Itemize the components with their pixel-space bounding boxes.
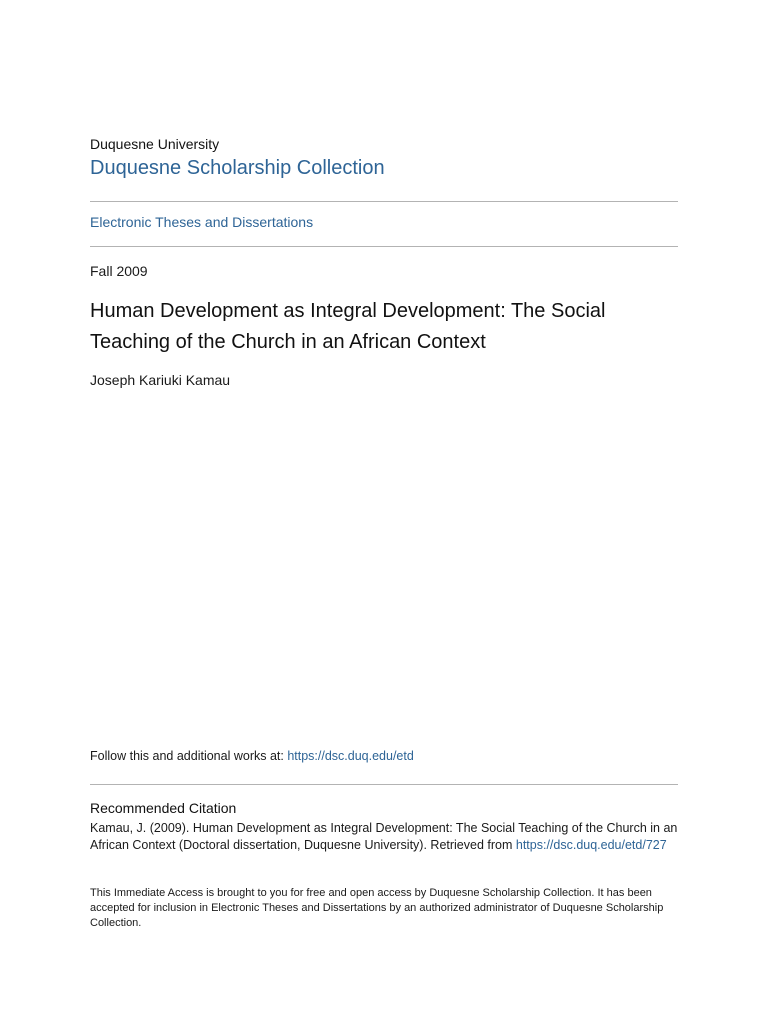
- author-name: Joseph Kariuki Kamau: [90, 372, 231, 388]
- series-name: [90, 214, 313, 230]
- publication-date: Fall 2009: [90, 263, 148, 279]
- divider: [90, 201, 678, 202]
- follow-link[interactable]: https://dsc.duq.edu/etd: [287, 749, 414, 763]
- document-title: Human Development as Integral Development: The Social Teaching of the Church in an African Context: [90, 300, 606, 353]
- citation-link[interactable]: https://dsc.duq.edu/etd/727: [515, 838, 667, 852]
- citation-body: Kamau, J. (2009). Human Development as Integral Development: The Social Teaching of the Church in an African Context (Doctoral dissertation, Duquesne University). Retrieved from: [90, 821, 678, 852]
- citation-heading: Recommended Citation: [90, 800, 237, 816]
- collection-name: [90, 157, 385, 180]
- institution-name: Duquesne University: [90, 136, 220, 152]
- citation-text: [90, 820, 682, 854]
- collection-link[interactable]: Duquesne Scholarship Collection: [90, 157, 385, 179]
- follow-line: [90, 749, 414, 763]
- divider: [90, 246, 678, 247]
- series-link[interactable]: Electronic Theses and Dissertations: [90, 214, 314, 230]
- follow-prefix: Follow this and additional works at:: [90, 749, 288, 763]
- access-statement: This Immediate Access is brought to you for free and open access by Duquesne Scholarship Collection. It has been accepted for inclusion in Electronic Theses and Dissertations by an authorized administrator of Duquesne Scholarship Collection.: [90, 887, 664, 929]
- cover-page: [90, 0, 678, 1024]
- divider: [90, 784, 678, 785]
